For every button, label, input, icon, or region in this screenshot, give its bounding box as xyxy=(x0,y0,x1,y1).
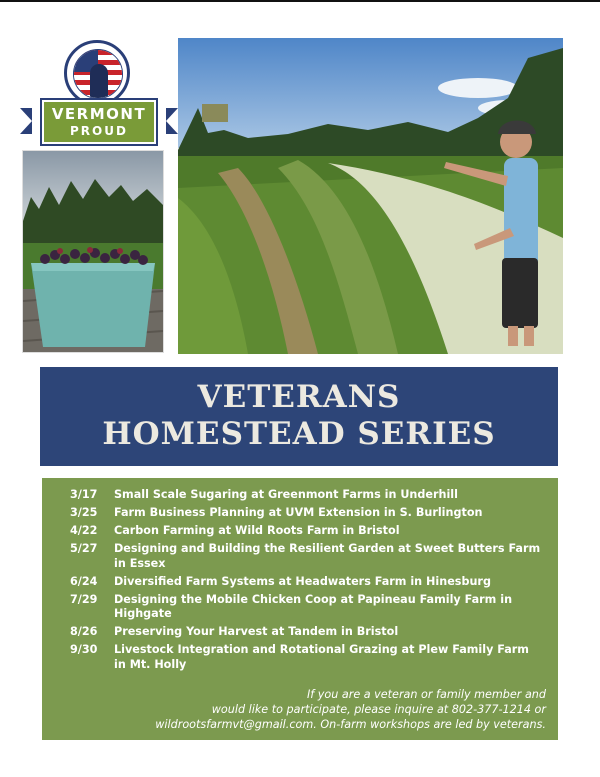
blueberry-basket-illustration xyxy=(23,151,163,352)
title-homestead-series: HOMESTEAD SERIES xyxy=(102,416,496,452)
event-title: Farm Business Planning at UVM Extension in S. Burlington xyxy=(114,506,483,519)
event-title: Designing the Mobile Chicken Coop at Papineau Family Farm in Highgate xyxy=(114,592,513,620)
title-veterans: VETERANS xyxy=(197,379,401,415)
event-date: 3/17 xyxy=(70,488,98,501)
event-date: 5/27 xyxy=(70,542,98,555)
top-rule xyxy=(0,0,600,2)
participation-note xyxy=(106,687,546,732)
logo-proud-text: PROUD xyxy=(70,124,128,138)
event-title: Designing and Building the Resilient Garden at Sweet Butters Farm in Essex xyxy=(114,542,541,570)
logo-vermont-text: VERMONT xyxy=(51,105,147,123)
ribbon-tail-left xyxy=(20,108,32,134)
event-date: 9/30 xyxy=(70,643,98,656)
soldier-silhouette-icon xyxy=(90,64,108,98)
ribbon-tail-right xyxy=(166,108,178,134)
event-item xyxy=(70,625,544,640)
event-date: 6/24 xyxy=(70,574,98,588)
event-title: Diversified Farm Systems at Headwaters Farm in Hinesburg xyxy=(114,574,491,588)
event-item xyxy=(70,643,544,672)
ribbon-body xyxy=(42,100,156,144)
event-schedule xyxy=(42,478,558,740)
event-item xyxy=(70,524,544,539)
homegrown-by-heroes-seal xyxy=(64,40,130,106)
vermont-proud-logo xyxy=(20,38,178,150)
note-line-1: If you are a veteran or family member and xyxy=(306,688,546,701)
event-date: 8/26 xyxy=(70,625,98,638)
event-item xyxy=(70,593,544,622)
event-date: 7/29 xyxy=(70,592,98,606)
blueberry-basket-photo xyxy=(22,150,164,353)
title-banner xyxy=(40,367,558,466)
event-date: 4/22 xyxy=(70,524,98,537)
event-title: Preserving Your Harvest at Tandem in Bristol xyxy=(114,625,399,638)
event-title: Livestock Integration and Rotational Grazing at Plew Family Farm in Mt. Holly xyxy=(114,643,529,671)
logo-ribbon xyxy=(20,100,178,138)
event-title: Carbon Farming at Wild Roots Farm in Bristol xyxy=(114,524,400,537)
event-item xyxy=(70,488,544,503)
event-item xyxy=(70,506,544,521)
flag-emblem xyxy=(73,49,123,99)
event-item xyxy=(70,575,544,590)
event-item xyxy=(70,542,544,571)
farmer-field-illustration xyxy=(178,38,563,354)
note-line-2: would like to participate, please inquire at 802-377-1214 or xyxy=(211,703,546,716)
event-title: Small Scale Sugaring at Greenmont Farms in Underhill xyxy=(114,488,458,501)
note-line-3: wildrootsfarmvt@gmail.com. On-farm workshops are led by veterans. xyxy=(155,718,546,731)
farmer-field-photo xyxy=(178,38,563,354)
event-date: 3/25 xyxy=(70,506,98,519)
